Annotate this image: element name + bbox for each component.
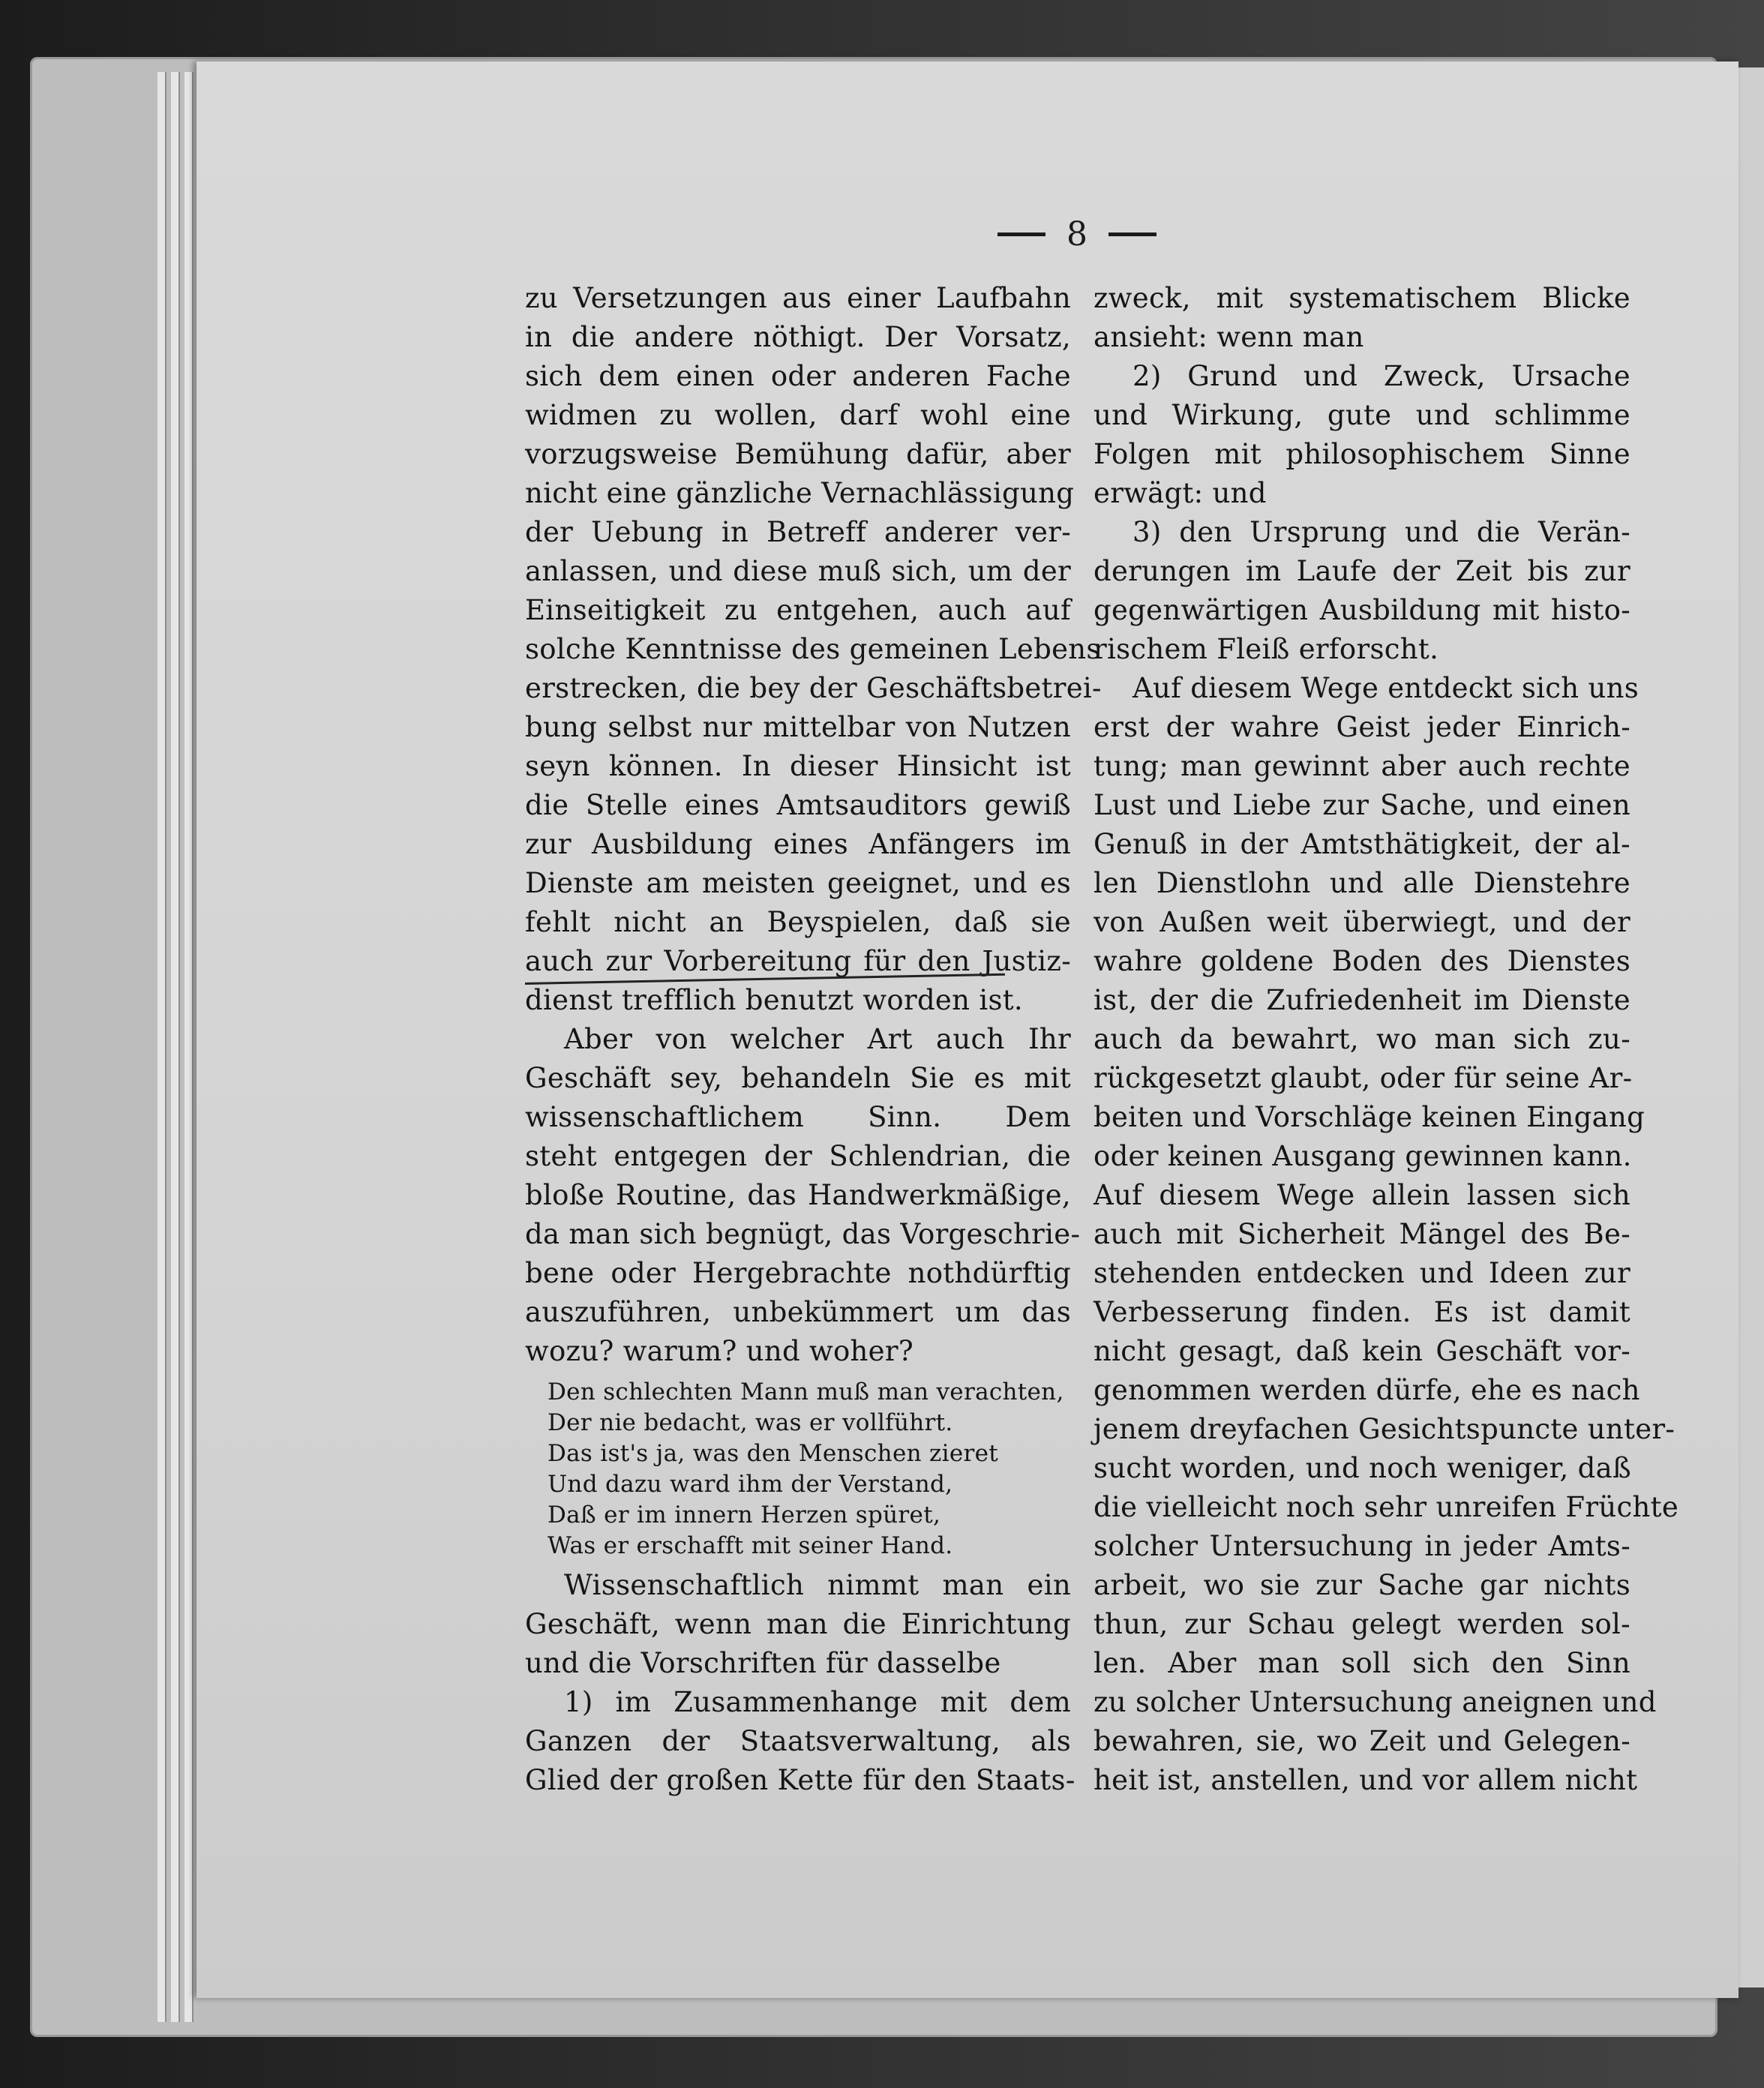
text-line: Einseitigkeit zu entgehen, auch auf	[525, 594, 1071, 626]
text-line: auch zur Vorbereitung für den Justiz-	[525, 945, 1071, 977]
text-line: Genuß in der Amtsthätigkeit, der al-	[1094, 828, 1630, 860]
text-line: steht entgegen der Schlendrian, die	[525, 1140, 1071, 1172]
text-line: Geschäft sey, behandeln Sie es mit	[525, 1062, 1071, 1094]
text-line: und die Vorschriften für dasselbe	[525, 1647, 1001, 1679]
spacer	[525, 1371, 1071, 1377]
text-line: bene oder Hergebrachte nothdürftig	[525, 1257, 1071, 1289]
text-line: heit ist, anstellen, und vor allem nicht	[1094, 1764, 1638, 1796]
page-edge	[184, 72, 194, 2022]
verse-line: Den schlechten Mann muß man verachten,	[548, 1378, 1064, 1406]
text-line: arbeit, wo sie zur Sache gar nichts	[1094, 1569, 1630, 1601]
text-line: derungen im Laufe der Zeit bis zur	[1094, 555, 1630, 587]
text-line: Glied der großen Kette für den Staats-	[525, 1764, 1076, 1796]
text-line: genommen werden dürfe, ehe es nach	[1094, 1374, 1640, 1406]
verse-line: Daß er im innern Herzen spüret,	[548, 1502, 941, 1528]
text-line: da man sich begnügt, das Vorgeschrie-	[525, 1218, 1081, 1250]
text-line: und Wirkung, gute und schlimme	[1094, 399, 1630, 431]
text-line: seyn können. In dieser Hinsicht ist	[525, 750, 1071, 782]
text-line: zu Versetzungen aus einer Laufbahn	[525, 282, 1071, 314]
text-line: wahre goldene Boden des Dienstes	[1094, 945, 1630, 977]
text-line: wozu? warum? und woher?	[525, 1335, 914, 1367]
text-line: rischem Fleiß erforscht.	[1094, 633, 1439, 665]
text-line: 2) Grund und Zweck, Ursache	[1132, 360, 1630, 392]
text-line: zur Ausbildung eines Anfängers im	[525, 828, 1071, 860]
text-line: Ganzen der Staatsverwaltung, als	[525, 1725, 1071, 1757]
text-line: rückgesetzt glaubt, oder für seine Ar-	[1094, 1062, 1633, 1094]
text-line: von Außen weit überwiegt, und der	[1094, 906, 1630, 938]
text-line: die vielleicht noch sehr unreifen Früchte	[1094, 1491, 1679, 1523]
text-line: erst der wahre Geist jeder Einrich-	[1094, 711, 1630, 743]
text-line: bloße Routine, das Handwerkmäßige,	[525, 1179, 1071, 1211]
text-line: bewahren, sie, wo Zeit und Gelegen-	[1094, 1725, 1630, 1757]
text-line: stehenden entdecken und Ideen zur	[1094, 1257, 1630, 1289]
text-line: 1) im Zusammenhange mit dem	[564, 1686, 1071, 1718]
text-line: zweck, mit systematischem Blicke	[1094, 282, 1630, 314]
text-line: der Uebung in Betreff anderer ver-	[525, 516, 1071, 548]
text-line: Auf diesem Wege allein lassen sich	[1094, 1179, 1630, 1211]
verse-line: Und dazu ward ihm der Verstand,	[548, 1471, 953, 1498]
text-line: bung selbst nur mittelbar von Nutzen	[525, 711, 1071, 743]
text-line: sich dem einen oder anderen Fache	[525, 360, 1071, 392]
text-line: ansieht: wenn man	[1094, 321, 1364, 353]
text-line: oder keinen Ausgang gewinnen kann.	[1094, 1140, 1632, 1172]
text-line: widmen zu wollen, darf wohl eine	[525, 399, 1071, 431]
text-line: nicht gesagt, daß kein Geschäft vor-	[1094, 1335, 1630, 1367]
page-number: 8	[1066, 214, 1088, 254]
text-line: Auf diesem Wege entdeckt sich uns	[1132, 672, 1640, 704]
text-line: in die andere nöthigt. Der Vorsatz,	[525, 321, 1071, 353]
text-line: vorzugsweise Bemühung dafür, aber	[525, 438, 1071, 470]
right-text-column	[1094, 279, 1679, 1800]
text-line: Dienste am meisten geeignet, und es	[525, 867, 1071, 899]
text-line: dienst trefflich benutzt worden ist.	[525, 984, 1023, 1016]
text-line: wissenschaftlichem Sinn. Dem	[525, 1101, 1071, 1133]
text-line: beiten und Vorschläge keinen Eingang	[1094, 1101, 1646, 1133]
text-line: Wissenschaftlich nimmt man ein	[564, 1569, 1071, 1601]
left-text-column	[525, 279, 1102, 1800]
verse-line: Was er erschafft mit seiner Hand.	[548, 1532, 953, 1559]
text-line: thun, zur Schau gelegt werden sol-	[1094, 1608, 1630, 1640]
text-line: solche Kenntnisse des gemeinen Lebens	[525, 633, 1101, 665]
text-line: fehlt nicht an Beyspielen, daß sie	[525, 906, 1071, 938]
text-line: zu solcher Untersuchung aneignen und	[1094, 1686, 1657, 1718]
header-dash-right	[1108, 232, 1156, 236]
text-line: Lust und Liebe zur Sache, und einen	[1094, 789, 1630, 821]
text-line: nicht eine gänzliche Vernachlässigung	[525, 477, 1075, 509]
text-line: die Stelle eines Amtsauditors gewiß	[525, 789, 1071, 821]
text-line: 3) den Ursprung und die Verän-	[1132, 516, 1630, 548]
text-line: len Dienstlohn und alle Dienstehre	[1094, 867, 1630, 899]
text-line: auch mit Sicherheit Mängel des Be-	[1094, 1218, 1630, 1250]
page-edge	[171, 72, 180, 2022]
text-line: anlassen, und diese muß sich, um der	[525, 555, 1071, 587]
text-line: len. Aber man soll sich den Sinn	[1094, 1647, 1630, 1679]
text-line: erstrecken, die bey der Geschäftsbetrei-	[525, 672, 1102, 704]
verse-line: Das ist's ja, was den Menschen zieret	[548, 1440, 999, 1467]
text-line: tung; man gewinnt aber auch rechte	[1094, 750, 1630, 782]
text-line: ist, der die Zufriedenheit im Dienste	[1094, 984, 1630, 1016]
text-line: Folgen mit philosophischem Sinne	[1094, 438, 1630, 470]
text-line: auszuführen, unbekümmert um das	[525, 1296, 1071, 1328]
page-header	[987, 212, 1167, 256]
text-line: sucht worden, und noch weniger, daß	[1094, 1452, 1632, 1484]
text-line: Verbesserung finden. Es ist damit	[1094, 1296, 1630, 1328]
text-line: auch da bewahrt, wo man sich zu-	[1094, 1023, 1630, 1055]
text-line: jenem dreyfachen Gesichtspuncte unter-	[1094, 1413, 1676, 1445]
page-edge	[158, 72, 166, 2022]
text-line: gegenwärtigen Ausbildung mit histo-	[1094, 594, 1630, 626]
text-line: Geschäft, wenn man die Einrichtung	[525, 1608, 1071, 1640]
header-dash-left	[998, 232, 1046, 236]
verse-line: Der nie bedacht, was er vollführt.	[548, 1409, 953, 1436]
text-line: solcher Untersuchung in jeder Amts-	[1094, 1530, 1630, 1562]
text-line: Aber von welcher Art auch Ihr	[564, 1023, 1071, 1055]
text-line: erwägt: und	[1094, 477, 1267, 509]
